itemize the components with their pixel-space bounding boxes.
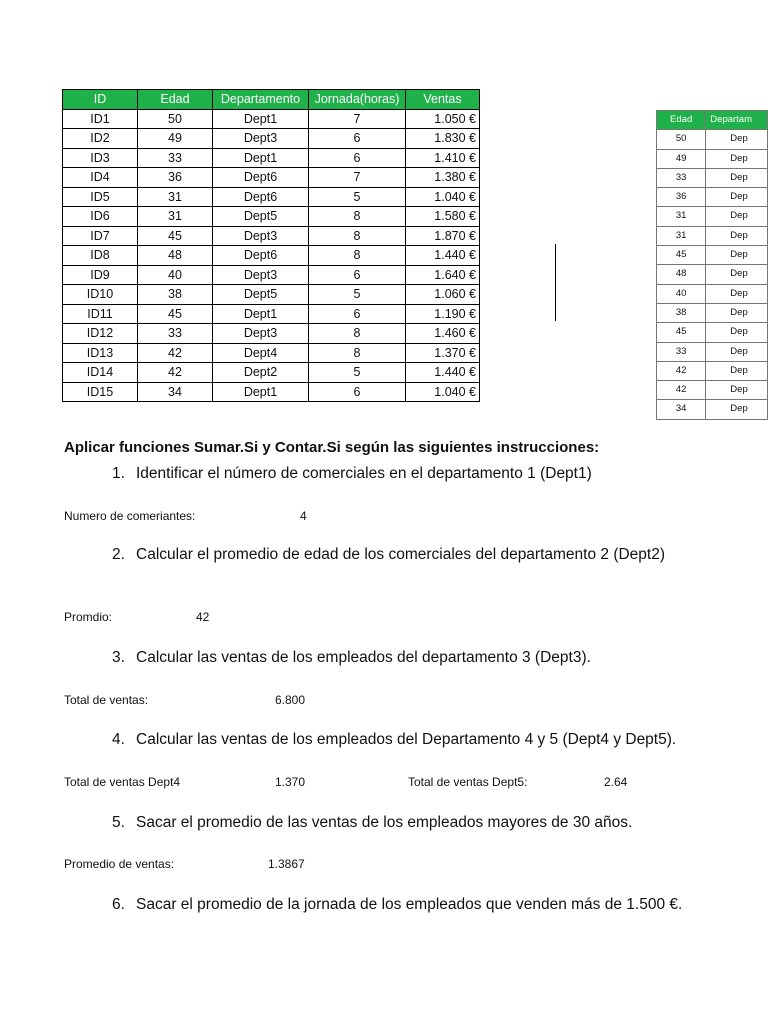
cell-id: ID3 <box>63 148 138 168</box>
side-table-body <box>657 130 768 419</box>
cell-id: ID8 <box>63 246 138 266</box>
cell-edad: 38 <box>138 285 213 305</box>
cell-id: ID4 <box>63 168 138 188</box>
answer-2-value: 42 <box>196 610 210 624</box>
cell-departamento: Dept3 <box>213 324 309 344</box>
side-cell-departamento: Dep <box>706 168 768 187</box>
cell-ventas: 1.870 € <box>406 226 480 246</box>
cell-departamento: Dept1 <box>213 304 309 324</box>
cell-jornada: 8 <box>309 207 406 227</box>
cell-edad: 45 <box>138 304 213 324</box>
cell-jornada: 8 <box>309 226 406 246</box>
cell-id: ID5 <box>63 187 138 207</box>
table-row <box>63 265 480 285</box>
side-cell-departamento: Dep <box>706 207 768 226</box>
cell-jornada: 5 <box>309 363 406 383</box>
cell-jornada: 6 <box>309 304 406 324</box>
side-table-row <box>657 284 768 303</box>
cell-departamento: Dept3 <box>213 265 309 285</box>
table-row <box>63 324 480 344</box>
side-cell-departamento: Dep <box>706 284 768 303</box>
side-cell-edad: 42 <box>657 361 706 380</box>
side-cell-edad: 31 <box>657 207 706 226</box>
instruction-number: 5. <box>112 814 125 831</box>
side-cell-edad: 49 <box>657 149 706 168</box>
vertical-divider <box>555 244 556 321</box>
sales-table-header <box>63 90 480 110</box>
cell-jornada: 5 <box>309 187 406 207</box>
side-cell-edad: 42 <box>657 381 706 400</box>
cell-edad: 33 <box>138 324 213 344</box>
table-row <box>63 168 480 188</box>
cell-jornada: 8 <box>309 343 406 363</box>
answer-2-label: Promdio: <box>64 610 113 624</box>
side-cell-departamento: Dep <box>706 246 768 265</box>
side-table-row <box>657 265 768 284</box>
sales-table <box>62 89 480 402</box>
cell-edad: 45 <box>138 226 213 246</box>
side-cell-edad: 45 <box>657 323 706 342</box>
side-cell-edad: 34 <box>657 400 706 419</box>
cell-departamento: Dept3 <box>213 226 309 246</box>
answer-4-label: Total de ventas Dept4 <box>64 775 181 789</box>
cell-id: ID11 <box>63 304 138 324</box>
side-cell-departamento: Dep <box>706 188 768 207</box>
side-cell-departamento: Dep <box>706 361 768 380</box>
side-cell-departamento: Dep <box>706 323 768 342</box>
cell-edad: 36 <box>138 168 213 188</box>
cell-departamento: Dept6 <box>213 187 309 207</box>
instructions-heading: Aplicar funciones Sumar.Si y Contar.Si según las siguientes instrucciones: <box>64 439 600 456</box>
table-row <box>63 343 480 363</box>
cell-edad: 50 <box>138 109 213 129</box>
cell-departamento: Dept3 <box>213 129 309 149</box>
cell-id: ID15 <box>63 382 138 402</box>
cell-ventas: 1.410 € <box>406 148 480 168</box>
instruction-number: 3. <box>112 649 125 666</box>
table-row <box>63 382 480 402</box>
header-edad: Edad <box>138 90 213 110</box>
cell-departamento: Dept1 <box>213 109 309 129</box>
cell-departamento: Dept5 <box>213 285 309 305</box>
cell-id: ID10 <box>63 285 138 305</box>
side-table-row <box>657 342 768 361</box>
cell-departamento: Dept5 <box>213 207 309 227</box>
cell-departamento: Dept2 <box>213 363 309 383</box>
cell-jornada: 5 <box>309 285 406 305</box>
cell-jornada: 6 <box>309 382 406 402</box>
instruction-text: Sacar el promedio de la jornada de los empleados que venden más de 1.500 €. <box>136 896 683 913</box>
table-row <box>63 226 480 246</box>
cell-departamento: Dept1 <box>213 148 309 168</box>
table-row <box>63 246 480 266</box>
cell-jornada: 7 <box>309 168 406 188</box>
side-cell-departamento: Dep <box>706 400 768 419</box>
cell-id: ID6 <box>63 207 138 227</box>
table-row <box>63 285 480 305</box>
cell-departamento: Dept6 <box>213 246 309 266</box>
answer-4-value: 1.370 <box>275 775 306 789</box>
side-header-edad: Edad <box>657 111 706 130</box>
cell-departamento: Dept4 <box>213 343 309 363</box>
side-table-row <box>657 303 768 322</box>
instruction-number: 4. <box>112 731 125 748</box>
table-row <box>63 109 480 129</box>
answer-3-value: 6.800 <box>275 693 306 707</box>
table-row <box>63 129 480 149</box>
answer-5-value: 1.3867 <box>268 857 305 871</box>
cell-id: ID14 <box>63 363 138 383</box>
instruction-text: Identificar el número de comerciales en el departamento 1 (Dept1) <box>136 465 592 482</box>
side-table-row <box>657 381 768 400</box>
cell-edad: 42 <box>138 363 213 383</box>
header-id: ID <box>63 90 138 110</box>
instruction-number: 1. <box>112 465 125 482</box>
side-table-row <box>657 130 768 149</box>
header-jornada: Jornada(horas) <box>309 90 406 110</box>
answer-5-label: Promedio de ventas: <box>64 857 175 871</box>
instruction-number: 6. <box>112 896 125 913</box>
side-table-row <box>657 149 768 168</box>
side-cell-edad: 31 <box>657 226 706 245</box>
cell-jornada: 6 <box>309 265 406 285</box>
instruction-6 <box>112 896 682 914</box>
side-table-header <box>657 111 768 130</box>
cell-ventas: 1.640 € <box>406 265 480 285</box>
cell-edad: 31 <box>138 207 213 227</box>
cell-jornada: 7 <box>309 109 406 129</box>
cell-edad: 42 <box>138 343 213 363</box>
instruction-4 <box>112 731 676 749</box>
side-table-row <box>657 246 768 265</box>
side-cell-edad: 48 <box>657 265 706 284</box>
side-cell-edad: 33 <box>657 168 706 187</box>
sales-table-body <box>63 109 480 402</box>
instruction-3 <box>112 649 591 667</box>
cell-id: ID9 <box>63 265 138 285</box>
table-row <box>63 207 480 227</box>
answer-1-value: 4 <box>300 509 307 523</box>
cell-ventas: 1.370 € <box>406 343 480 363</box>
side-cell-edad: 45 <box>657 246 706 265</box>
side-table <box>656 110 768 420</box>
side-cell-departamento: Dep <box>706 381 768 400</box>
cell-ventas: 1.060 € <box>406 285 480 305</box>
side-cell-departamento: Dep <box>706 303 768 322</box>
instruction-2 <box>112 546 665 564</box>
side-cell-departamento: Dep <box>706 149 768 168</box>
side-table-row <box>657 400 768 419</box>
cell-edad: 49 <box>138 129 213 149</box>
cell-ventas: 1.050 € <box>406 109 480 129</box>
cell-jornada: 8 <box>309 246 406 266</box>
side-cell-edad: 36 <box>657 188 706 207</box>
instruction-text: Calcular el promedio de edad de los comerciales del departamento 2 (Dept2) <box>136 546 666 563</box>
table-row <box>63 363 480 383</box>
cell-jornada: 6 <box>309 148 406 168</box>
side-cell-departamento: Dep <box>706 130 768 149</box>
cell-ventas: 1.440 € <box>406 363 480 383</box>
header-ventas: Ventas <box>406 90 480 110</box>
side-table-row <box>657 323 768 342</box>
side-table-row <box>657 361 768 380</box>
instruction-5 <box>112 814 632 832</box>
side-table-row <box>657 207 768 226</box>
cell-ventas: 1.040 € <box>406 187 480 207</box>
cell-edad: 34 <box>138 382 213 402</box>
side-cell-edad: 50 <box>657 130 706 149</box>
side-table-row <box>657 168 768 187</box>
side-table-row <box>657 188 768 207</box>
cell-ventas: 1.440 € <box>406 246 480 266</box>
cell-edad: 31 <box>138 187 213 207</box>
table-row <box>63 304 480 324</box>
cell-departamento: Dept1 <box>213 382 309 402</box>
instruction-1 <box>112 465 592 483</box>
table-row <box>63 187 480 207</box>
cell-edad: 48 <box>138 246 213 266</box>
cell-jornada: 6 <box>309 129 406 149</box>
side-cell-edad: 40 <box>657 284 706 303</box>
cell-id: ID7 <box>63 226 138 246</box>
cell-id: ID13 <box>63 343 138 363</box>
instruction-text: Sacar el promedio de las ventas de los empleados mayores de 30 años. <box>136 814 633 831</box>
cell-ventas: 1.040 € <box>406 382 480 402</box>
side-cell-departamento: Dep <box>706 226 768 245</box>
cell-ventas: 1.830 € <box>406 129 480 149</box>
instruction-number: 2. <box>112 546 125 563</box>
cell-ventas: 1.460 € <box>406 324 480 344</box>
answer-1-label: Numero de comeriantes: <box>64 509 196 523</box>
side-cell-edad: 33 <box>657 342 706 361</box>
cell-ventas: 1.380 € <box>406 168 480 188</box>
cell-jornada: 8 <box>309 324 406 344</box>
instruction-text: Calcular las ventas de los empleados del Departamento 4 y 5 (Dept4 y Dept5). <box>136 731 677 748</box>
answer-4b-label: Total de ventas Dept5: <box>408 775 528 789</box>
side-table-row <box>657 226 768 245</box>
side-cell-edad: 38 <box>657 303 706 322</box>
cell-id: ID2 <box>63 129 138 149</box>
cell-edad: 33 <box>138 148 213 168</box>
cell-id: ID12 <box>63 324 138 344</box>
side-header-departamento: Departam <box>706 111 768 130</box>
cell-ventas: 1.580 € <box>406 207 480 227</box>
side-cell-departamento: Dep <box>706 265 768 284</box>
answer-4b-value: 2.64 <box>604 775 628 789</box>
cell-edad: 40 <box>138 265 213 285</box>
instruction-text: Calcular las ventas de los empleados del departamento 3 (Dept3). <box>136 649 591 666</box>
cell-ventas: 1.190 € <box>406 304 480 324</box>
cell-id: ID1 <box>63 109 138 129</box>
table-row <box>63 148 480 168</box>
cell-departamento: Dept6 <box>213 168 309 188</box>
answer-3-label: Total de ventas: <box>64 693 149 707</box>
header-departamento: Departamento <box>213 90 309 110</box>
side-cell-departamento: Dep <box>706 342 768 361</box>
